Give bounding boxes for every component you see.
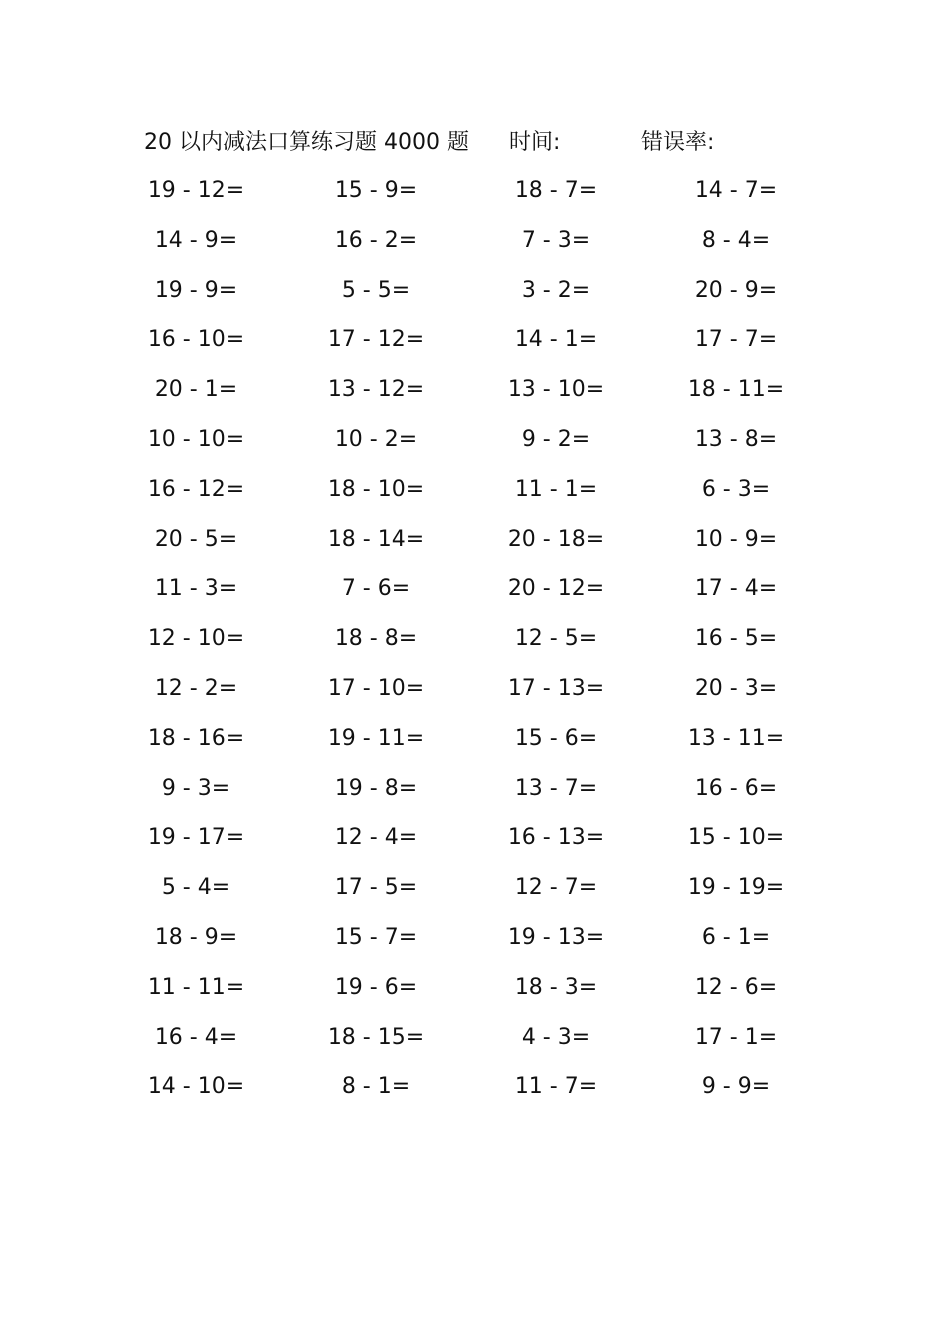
subtraction-problem: 20 - 1= (154, 377, 238, 403)
subtraction-problem: 16 - 13= (507, 825, 605, 851)
subtraction-problem: 16 - 2= (334, 227, 418, 253)
problem-row (136, 771, 816, 821)
subtraction-problem: 19 - 17= (147, 825, 245, 851)
error-rate-label: 错误率: (641, 130, 715, 155)
problem-row (136, 1069, 816, 1119)
subtraction-problem: 9 - 2= (521, 426, 591, 452)
subtraction-problem: 20 - 3= (694, 675, 778, 701)
subtraction-problem: 18 - 11= (687, 377, 785, 403)
problem-row (136, 223, 816, 273)
subtraction-problem: 15 - 9= (334, 178, 418, 203)
subtraction-problem: 18 - 16= (147, 725, 245, 751)
subtraction-problem: 18 - 14= (327, 526, 425, 552)
subtraction-problem: 7 - 3= (521, 227, 591, 253)
subtraction-problem: 10 - 10= (147, 426, 245, 452)
worksheet-title: 20 以内减法口算练习题 4000 题 (144, 130, 469, 155)
subtraction-problem: 18 - 9= (154, 924, 238, 950)
subtraction-problem: 9 - 3= (161, 775, 231, 801)
subtraction-problem: 14 - 7= (694, 178, 778, 203)
subtraction-problem: 11 - 11= (147, 974, 245, 1000)
subtraction-problem: 16 - 12= (147, 476, 245, 502)
subtraction-problem: 19 - 9= (154, 277, 238, 303)
subtraction-problem: 20 - 5= (154, 526, 238, 552)
subtraction-problem: 13 - 10= (507, 377, 605, 403)
subtraction-problem: 8 - 1= (341, 1074, 411, 1100)
subtraction-problem: 17 - 10= (327, 675, 425, 701)
problem-row (136, 372, 816, 422)
problem-row (136, 870, 816, 920)
problem-row (136, 970, 816, 1020)
subtraction-problem: 17 - 12= (327, 327, 425, 353)
subtraction-problem: 17 - 5= (334, 875, 418, 901)
subtraction-problem: 14 - 1= (514, 327, 598, 353)
subtraction-problem: 13 - 11= (687, 725, 785, 751)
subtraction-problem: 19 - 6= (334, 974, 418, 1000)
subtraction-problem: 15 - 7= (334, 924, 418, 950)
subtraction-problem: 7 - 6= (341, 576, 411, 602)
subtraction-problem: 12 - 10= (147, 626, 245, 652)
subtraction-problem: 18 - 8= (334, 626, 418, 652)
subtraction-problem: 10 - 9= (694, 526, 778, 552)
subtraction-problem: 13 - 8= (694, 426, 778, 452)
problem-row (136, 173, 816, 223)
time-label: 时间: (509, 130, 561, 155)
subtraction-problem: 12 - 4= (334, 825, 418, 851)
subtraction-problem: 17 - 7= (694, 327, 778, 353)
subtraction-problem: 8 - 4= (701, 227, 771, 253)
subtraction-problem: 12 - 2= (154, 675, 238, 701)
subtraction-problem: 14 - 9= (154, 227, 238, 253)
problem-row (136, 721, 816, 771)
subtraction-problem: 12 - 6= (694, 974, 778, 1000)
problem-row (136, 820, 816, 870)
subtraction-problem: 16 - 6= (694, 775, 778, 801)
subtraction-problem: 19 - 12= (147, 178, 245, 203)
subtraction-problem: 5 - 4= (161, 875, 231, 901)
subtraction-problem: 16 - 10= (147, 327, 245, 353)
subtraction-problem: 20 - 12= (507, 576, 605, 602)
problem-row (136, 273, 816, 323)
subtraction-problem: 12 - 7= (514, 875, 598, 901)
subtraction-problem: 19 - 11= (327, 725, 425, 751)
subtraction-problem: 20 - 18= (507, 526, 605, 552)
problem-row (136, 920, 816, 970)
problem-row (136, 472, 816, 522)
problem-row (136, 571, 816, 621)
problem-row (136, 422, 816, 472)
subtraction-problem: 18 - 15= (327, 1024, 425, 1050)
subtraction-problem: 19 - 8= (334, 775, 418, 801)
subtraction-problem: 13 - 7= (514, 775, 598, 801)
subtraction-problem: 19 - 19= (687, 875, 785, 901)
subtraction-problem: 12 - 5= (514, 626, 598, 652)
subtraction-problem: 15 - 10= (687, 825, 785, 851)
subtraction-problem: 5 - 5= (341, 277, 411, 303)
subtraction-problem: 6 - 3= (701, 476, 771, 502)
subtraction-problem: 10 - 2= (334, 426, 418, 452)
subtraction-problem: 6 - 1= (701, 924, 771, 950)
subtraction-problem: 18 - 10= (327, 476, 425, 502)
subtraction-problem: 4 - 3= (521, 1024, 591, 1050)
subtraction-problem: 17 - 1= (694, 1024, 778, 1050)
subtraction-problem: 16 - 5= (694, 626, 778, 652)
subtraction-problem: 11 - 1= (514, 476, 598, 502)
subtraction-problem: 19 - 13= (507, 924, 605, 950)
subtraction-problem: 16 - 4= (154, 1024, 238, 1050)
problem-row (136, 671, 816, 721)
subtraction-problem: 13 - 12= (327, 377, 425, 403)
subtraction-problem: 14 - 10= (147, 1074, 245, 1100)
subtraction-problem: 9 - 9= (701, 1074, 771, 1100)
problem-row (136, 621, 816, 671)
subtraction-problem: 11 - 7= (514, 1074, 598, 1100)
subtraction-problem: 17 - 13= (507, 675, 605, 701)
problem-grid (136, 173, 816, 1119)
subtraction-problem: 3 - 2= (521, 277, 591, 303)
subtraction-problem: 20 - 9= (694, 277, 778, 303)
subtraction-problem: 15 - 6= (514, 725, 598, 751)
subtraction-problem: 17 - 4= (694, 576, 778, 602)
subtraction-problem: 18 - 7= (514, 178, 598, 203)
problem-row (136, 322, 816, 372)
subtraction-problem: 18 - 3= (514, 974, 598, 1000)
subtraction-problem: 11 - 3= (154, 576, 238, 602)
problem-row (136, 1020, 816, 1070)
problem-row (136, 522, 816, 572)
